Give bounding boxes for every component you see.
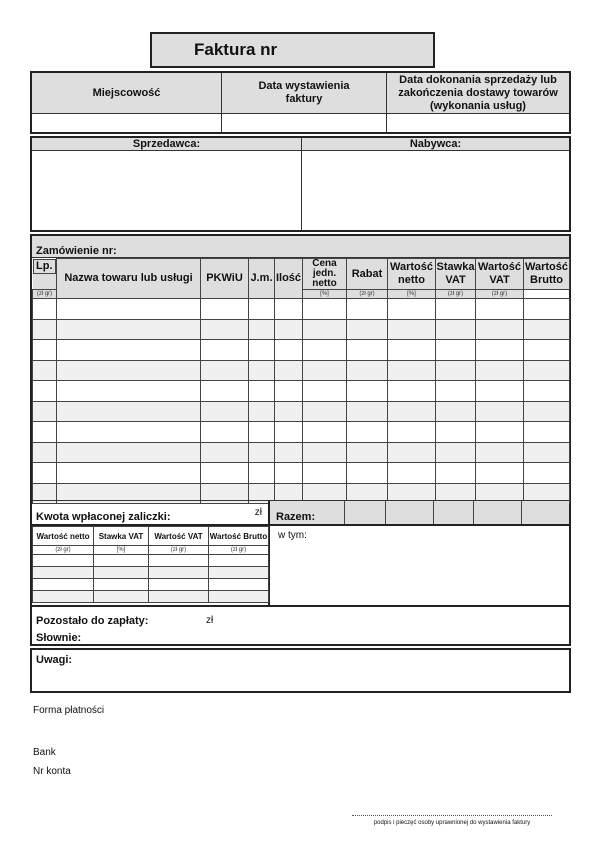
item-cell[interactable] [57, 442, 201, 463]
item-cell[interactable] [201, 381, 249, 402]
item-cell[interactable] [275, 299, 303, 320]
seller-field[interactable] [32, 151, 302, 230]
advance-cell[interactable] [149, 579, 209, 591]
item-cell[interactable] [57, 381, 201, 402]
item-cell[interactable] [201, 463, 249, 484]
advance-col-vat-rate: Stawka VAT [94, 527, 149, 546]
item-cell[interactable] [303, 442, 347, 463]
payment-form-label: Forma płatności [33, 705, 105, 716]
item-cell[interactable] [303, 422, 347, 443]
item-cell[interactable] [436, 319, 476, 340]
item-cell[interactable] [249, 340, 275, 361]
advance-cell[interactable] [94, 579, 149, 591]
advance-cell[interactable] [149, 555, 209, 567]
advance-cell[interactable] [94, 591, 149, 603]
item-cell[interactable] [524, 381, 570, 402]
item-cell[interactable] [347, 340, 388, 361]
item-cell[interactable] [476, 422, 524, 443]
table-row [33, 591, 269, 603]
remaining-label: Pozostało do zapłaty: [36, 615, 149, 627]
item-cell[interactable] [275, 340, 303, 361]
col-unit-price: Cena jedn. netto [303, 259, 347, 290]
item-cell[interactable] [388, 360, 436, 381]
item-cell[interactable] [476, 340, 524, 361]
advance-cell[interactable] [149, 567, 209, 579]
item-cell[interactable] [201, 319, 249, 340]
item-cell[interactable] [524, 360, 570, 381]
including-label: w tym: [278, 530, 307, 541]
seller-label: Sprzedawca: [32, 138, 302, 151]
sum-vat-cell[interactable] [474, 501, 522, 525]
bank-label: Bank [33, 747, 56, 758]
item-cell[interactable] [476, 319, 524, 340]
item-cell[interactable] [388, 463, 436, 484]
remaining-section [30, 605, 571, 646]
col-unit: J.m. [249, 259, 275, 299]
item-cell[interactable] [388, 340, 436, 361]
col-vat-value: Wartość VAT [476, 259, 524, 290]
item-cell[interactable] [249, 319, 275, 340]
issue-date-field[interactable] [222, 114, 387, 132]
item-cell[interactable] [347, 299, 388, 320]
item-cell[interactable] [275, 422, 303, 443]
item-cell[interactable] [303, 340, 347, 361]
table-row [33, 299, 570, 320]
item-cell[interactable] [57, 463, 201, 484]
item-cell[interactable] [388, 422, 436, 443]
table-row [33, 463, 570, 484]
item-cell[interactable] [33, 360, 57, 381]
place-header: Miejscowość [32, 73, 222, 114]
signature-line [352, 815, 552, 816]
advance-cell[interactable] [209, 579, 269, 591]
item-cell[interactable] [347, 381, 388, 402]
advance-col-gross: Wartość Brutto [209, 527, 269, 546]
table-row [33, 381, 570, 402]
item-cell[interactable] [347, 319, 388, 340]
advance-label: Kwota wpłaconej zaliczki: [36, 511, 171, 523]
col-qty: Ilość [275, 259, 303, 299]
item-cell[interactable] [303, 299, 347, 320]
item-cell[interactable] [33, 401, 57, 422]
item-cell[interactable] [436, 442, 476, 463]
advance-unit: (zł gr) [209, 546, 269, 555]
unit-label: (zł gr) [347, 290, 388, 299]
item-cell[interactable] [476, 401, 524, 422]
table-row [33, 555, 269, 567]
item-cell[interactable] [249, 422, 275, 443]
advance-cell[interactable] [94, 555, 149, 567]
item-cell[interactable] [524, 422, 570, 443]
sale-date-header: Data dokonania sprzedaży lub zakończenia dostawy towarów (wykonania usług) [387, 73, 569, 114]
unit-label: (zł gr) [476, 290, 524, 299]
advance-cell[interactable] [149, 591, 209, 603]
col-vat-rate: Stawka VAT [436, 259, 476, 290]
item-cell[interactable] [436, 381, 476, 402]
parties-table [30, 136, 571, 232]
item-cell[interactable] [524, 319, 570, 340]
item-cell[interactable] [57, 360, 201, 381]
issue-date-header: Data wystawienia faktury [222, 73, 387, 114]
item-cell[interactable] [476, 463, 524, 484]
item-cell[interactable] [388, 442, 436, 463]
item-cell[interactable] [249, 401, 275, 422]
item-cell[interactable] [249, 299, 275, 320]
item-cell[interactable] [524, 442, 570, 463]
item-cell[interactable] [201, 299, 249, 320]
advance-cell[interactable] [33, 579, 94, 591]
in-words-label: Słownie: [36, 632, 82, 644]
item-cell[interactable] [57, 299, 201, 320]
item-cell[interactable] [57, 340, 201, 361]
advance-cell[interactable] [94, 567, 149, 579]
item-cell[interactable] [347, 442, 388, 463]
item-cell[interactable] [249, 381, 275, 402]
item-cell[interactable] [201, 401, 249, 422]
advance-unit: (zł gr) [149, 546, 209, 555]
notes-box[interactable] [30, 648, 571, 693]
table-row [33, 360, 570, 381]
item-cell[interactable] [436, 299, 476, 320]
sum-net-cell[interactable] [386, 501, 434, 525]
item-cell[interactable] [201, 340, 249, 361]
advance-currency: zł [254, 507, 262, 518]
invoice-title: Faktura nr [194, 40, 278, 59]
item-cell[interactable] [33, 340, 57, 361]
advance-unit: (zł gr) [33, 546, 94, 555]
item-cell[interactable] [524, 463, 570, 484]
item-cell[interactable] [347, 422, 388, 443]
item-cell[interactable] [436, 422, 476, 443]
item-cell[interactable] [57, 401, 201, 422]
signature-caption: podpis i pieczęć osoby uprawnionej do wystawienia faktury [373, 820, 531, 826]
advance-col-vat: Wartość VAT [149, 527, 209, 546]
item-cell[interactable] [249, 442, 275, 463]
item-cell[interactable] [33, 319, 57, 340]
advance-cell[interactable] [33, 567, 94, 579]
invoice-title-box [150, 32, 435, 68]
remaining-currency: zł [206, 615, 214, 626]
items-table [32, 258, 570, 504]
table-row [33, 401, 570, 422]
item-cell[interactable] [436, 401, 476, 422]
col-lp: Lp. [33, 259, 57, 274]
item-cell[interactable] [201, 422, 249, 443]
item-cell[interactable] [275, 360, 303, 381]
item-cell[interactable] [388, 381, 436, 402]
item-cell[interactable] [476, 442, 524, 463]
item-cell[interactable] [436, 340, 476, 361]
item-cell[interactable] [524, 340, 570, 361]
header-table [30, 71, 571, 134]
item-cell[interactable] [476, 299, 524, 320]
item-cell[interactable] [57, 319, 201, 340]
item-cell[interactable] [303, 319, 347, 340]
place-field[interactable] [32, 114, 222, 132]
item-cell[interactable] [476, 381, 524, 402]
order-section [30, 234, 571, 526]
item-cell[interactable] [303, 381, 347, 402]
summary-bar [32, 500, 569, 524]
item-cell[interactable] [303, 463, 347, 484]
table-row [33, 579, 269, 591]
item-cell[interactable] [275, 319, 303, 340]
item-cell[interactable] [33, 299, 57, 320]
item-cell[interactable] [33, 463, 57, 484]
item-cell[interactable] [275, 442, 303, 463]
item-cell[interactable] [275, 463, 303, 484]
item-cell[interactable] [524, 299, 570, 320]
order-number-bar [32, 236, 569, 258]
advance-section [30, 524, 571, 607]
table-row [33, 442, 570, 463]
col-net-value: Wartość netto [388, 259, 436, 290]
advance-col-net: Wartość netto [33, 527, 94, 546]
order-number-label: Zamówienie nr: [36, 245, 117, 257]
item-cell[interactable] [275, 381, 303, 402]
item-cell[interactable] [249, 360, 275, 381]
buyer-label: Nabywca: [302, 138, 569, 151]
advance-cell[interactable] [33, 591, 94, 603]
table-row [33, 340, 570, 361]
item-cell[interactable] [347, 360, 388, 381]
item-cell[interactable] [201, 360, 249, 381]
advance-cell[interactable] [209, 567, 269, 579]
advance-cell[interactable] [209, 591, 269, 603]
item-cell[interactable] [388, 299, 436, 320]
col-name: Nazwa towaru lub usługi [57, 259, 201, 299]
item-cell[interactable] [33, 442, 57, 463]
col-discount: Rabat [347, 259, 388, 290]
unit-label: (zł gr) [33, 290, 57, 299]
col-gross-value: Wartość Brutto [524, 259, 570, 290]
item-cell[interactable] [347, 463, 388, 484]
notes-label: Uwagi: [36, 654, 73, 666]
item-cell[interactable] [249, 463, 275, 484]
item-cell[interactable] [347, 401, 388, 422]
item-cell[interactable] [524, 401, 570, 422]
unit-label: (zł gr) [436, 290, 476, 299]
item-cell[interactable] [275, 401, 303, 422]
advance-table [32, 526, 269, 603]
item-cell[interactable] [388, 401, 436, 422]
item-cell[interactable] [201, 442, 249, 463]
unit-label: [%] [303, 290, 347, 299]
item-cell[interactable] [33, 422, 57, 443]
account-number-label: Nr konta [33, 766, 71, 777]
advance-cell[interactable] [209, 555, 269, 567]
item-cell[interactable] [388, 319, 436, 340]
sale-date-field[interactable] [387, 114, 569, 132]
item-cell[interactable] [303, 401, 347, 422]
item-cell[interactable] [303, 360, 347, 381]
item-cell[interactable] [436, 360, 476, 381]
sum-gross-cell[interactable] [522, 501, 569, 525]
advance-cell[interactable] [33, 555, 94, 567]
buyer-field[interactable] [302, 151, 569, 230]
table-row [33, 319, 570, 340]
sum-discount-cell[interactable] [345, 501, 386, 525]
sum-label: Razem: [276, 511, 316, 523]
advance-unit: [%] [94, 546, 149, 555]
unit-label: [%] [388, 290, 436, 299]
item-cell[interactable] [57, 422, 201, 443]
sum-vat-rate-cell[interactable] [434, 501, 474, 525]
item-cell[interactable] [436, 463, 476, 484]
col-pkwiu: PKWiU [201, 259, 249, 299]
table-row [33, 422, 570, 443]
item-cell[interactable] [33, 381, 57, 402]
item-cell[interactable] [476, 360, 524, 381]
table-row [33, 567, 269, 579]
